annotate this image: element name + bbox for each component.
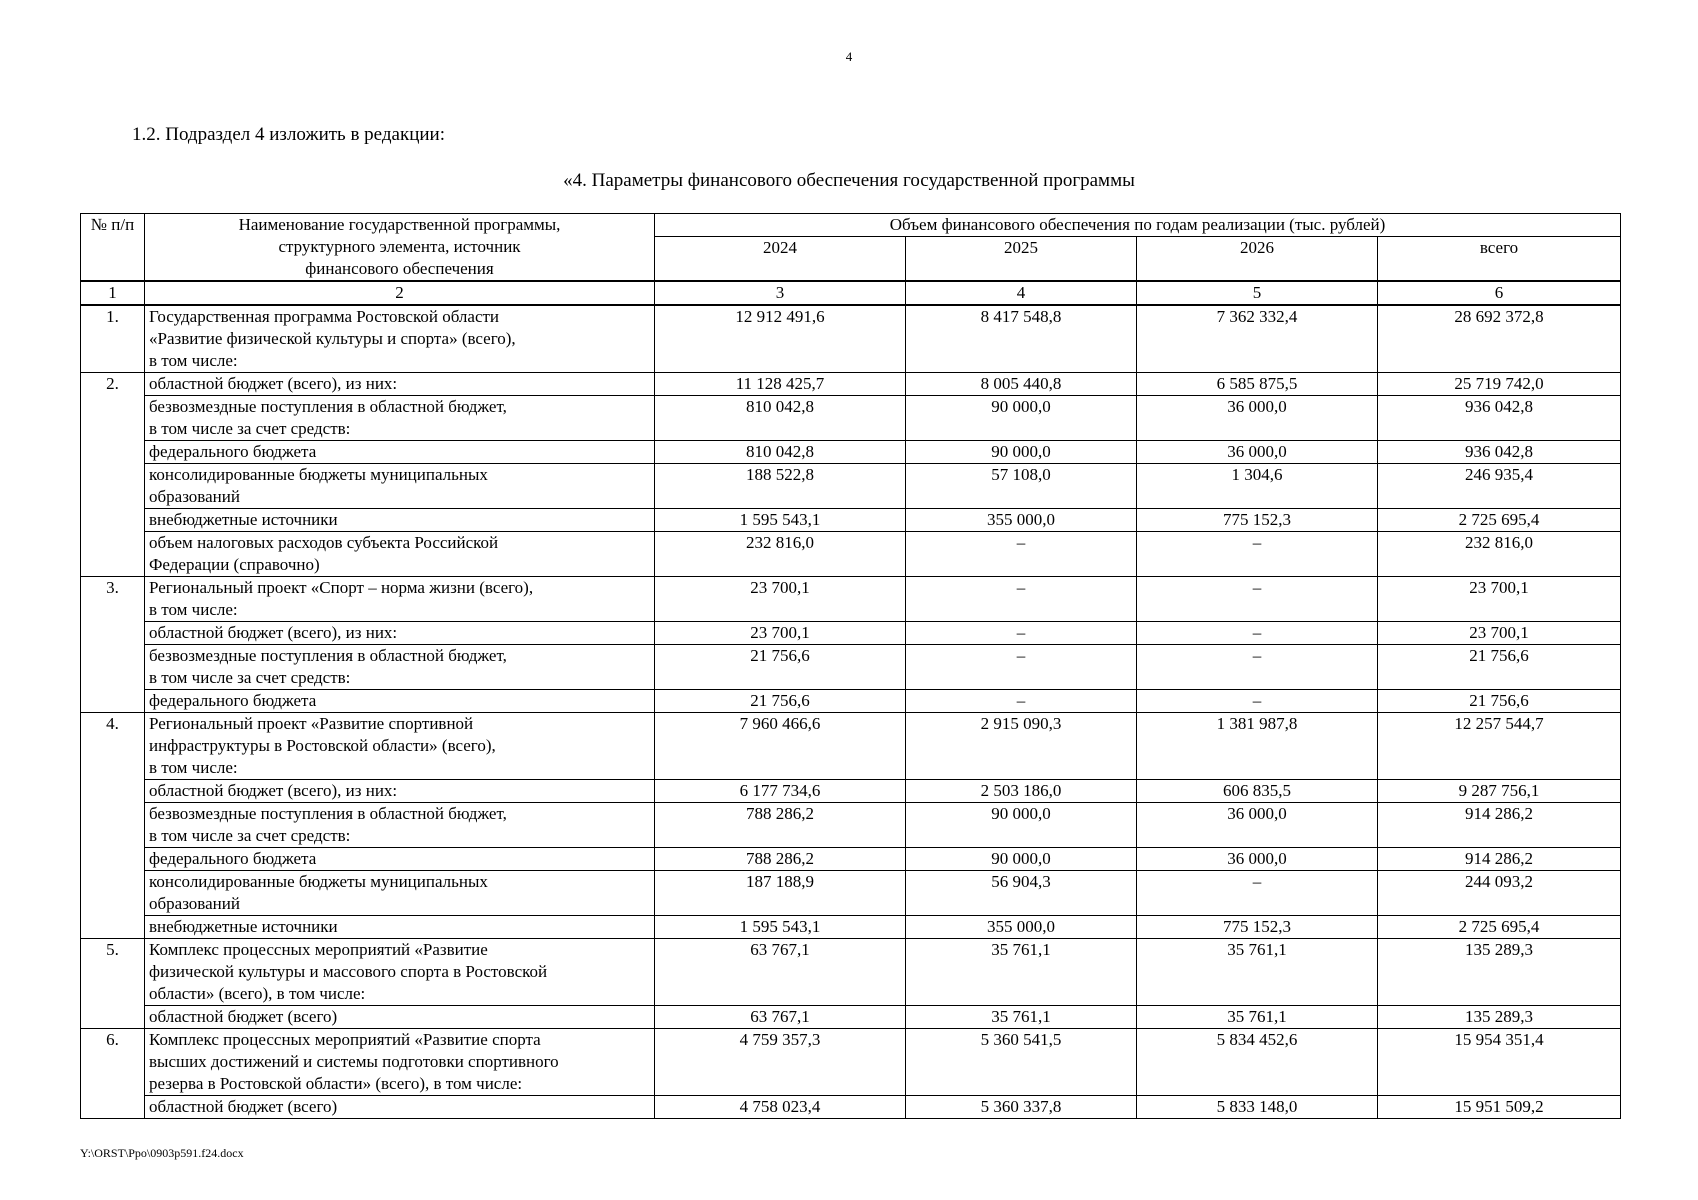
value-2026: 606 835,5	[1137, 780, 1378, 803]
value-2025: 5 360 337,8	[906, 1096, 1137, 1119]
value-2025: 355 000,0	[906, 509, 1137, 532]
page-number: 4	[845, 49, 853, 64]
table-row	[81, 916, 1621, 939]
row-number: 1.	[81, 305, 145, 373]
table-row	[81, 441, 1621, 464]
row-number: 4.	[81, 713, 145, 939]
value-2024: 21 756,6	[655, 645, 906, 690]
table-row	[81, 396, 1621, 441]
value-2026: –	[1137, 577, 1378, 622]
value-total: 25 719 742,0	[1378, 373, 1621, 396]
row-name: консолидированные бюджеты муниципальных образований	[145, 464, 655, 509]
value-total: 21 756,6	[1378, 690, 1621, 713]
value-2026: 36 000,0	[1137, 441, 1378, 464]
table-row	[81, 848, 1621, 871]
value-2024: 810 042,8	[655, 441, 906, 464]
header-year-2026: 2026	[1137, 237, 1378, 281]
value-2025: 2 503 186,0	[906, 780, 1137, 803]
row-name: внебюджетные источники	[145, 509, 655, 532]
row-name: Комплекс процессных мероприятий «Развитие физической культуры и массового спорта в Ростовской области» (всего), в том числе:	[145, 939, 655, 1006]
value-2025: –	[906, 622, 1137, 645]
value-2025: –	[906, 577, 1137, 622]
value-2024: 1 595 543,1	[655, 916, 906, 939]
value-2024: 12 912 491,6	[655, 305, 906, 373]
row-number: 2.	[81, 373, 145, 577]
value-2024: 4 759 357,3	[655, 1029, 906, 1096]
header-total: всего	[1378, 237, 1621, 281]
value-2026: –	[1137, 622, 1378, 645]
value-2026: 7 362 332,4	[1137, 305, 1378, 373]
value-2024: 21 756,6	[655, 690, 906, 713]
row-name: Региональный проект «Спорт – норма жизни (всего), в том числе:	[145, 577, 655, 622]
value-2024: 4 758 023,4	[655, 1096, 906, 1119]
table-row	[81, 1029, 1621, 1096]
table-row	[81, 532, 1621, 577]
column-number: 5	[1137, 281, 1378, 305]
value-2025: –	[906, 645, 1137, 690]
row-name: федерального бюджета	[145, 690, 655, 713]
value-total: 2 725 695,4	[1378, 916, 1621, 939]
value-total: 23 700,1	[1378, 577, 1621, 622]
column-number: 3	[655, 281, 906, 305]
table-row	[81, 780, 1621, 803]
table-row	[81, 1096, 1621, 1119]
value-total: 15 951 509,2	[1378, 1096, 1621, 1119]
column-numbers-row	[81, 281, 1621, 305]
table-row	[81, 713, 1621, 780]
value-total: 244 093,2	[1378, 871, 1621, 916]
value-2024: 63 767,1	[655, 939, 906, 1006]
value-2025: 35 761,1	[906, 939, 1137, 1006]
table-body	[81, 305, 1621, 1119]
file-path-footer: Y:\ORST\Ppo\0903p591.f24.docx	[80, 1146, 244, 1160]
row-name: федерального бюджета	[145, 441, 655, 464]
value-total: 12 257 544,7	[1378, 713, 1621, 780]
row-number: 5.	[81, 939, 145, 1029]
value-total: 936 042,8	[1378, 441, 1621, 464]
value-2025: 90 000,0	[906, 396, 1137, 441]
row-name: безвозмездные поступления в областной бюджет, в том числе за счет средств:	[145, 396, 655, 441]
row-name: консолидированные бюджеты муниципальных образований	[145, 871, 655, 916]
value-total: 135 289,3	[1378, 1006, 1621, 1029]
value-2026: 35 761,1	[1137, 1006, 1378, 1029]
table-row	[81, 509, 1621, 532]
value-2026: 775 152,3	[1137, 916, 1378, 939]
value-2025: 57 108,0	[906, 464, 1137, 509]
table-header	[81, 214, 1621, 306]
value-2025: –	[906, 690, 1137, 713]
row-name: объем налоговых расходов субъекта Российской Федерации (справочно)	[145, 532, 655, 577]
value-2026: –	[1137, 532, 1378, 577]
value-2025: 90 000,0	[906, 803, 1137, 848]
row-name: Региональный проект «Развитие спортивной инфраструктуры в Ростовской области» (всего), в том числе:	[145, 713, 655, 780]
value-total: 2 725 695,4	[1378, 509, 1621, 532]
financing-table	[80, 213, 1621, 1119]
table-row	[81, 1006, 1621, 1029]
header-year-2024: 2024	[655, 237, 906, 281]
row-name: областной бюджет (всего), из них:	[145, 373, 655, 396]
header-name: Наименование государственной программы, структурного элемента, источник финансового обеспечения	[145, 214, 655, 282]
value-2025: 90 000,0	[906, 441, 1137, 464]
row-name: областной бюджет (всего), из них:	[145, 622, 655, 645]
value-2025: 2 915 090,3	[906, 713, 1137, 780]
column-number: 4	[906, 281, 1137, 305]
row-number: 6.	[81, 1029, 145, 1119]
value-2024: 187 188,9	[655, 871, 906, 916]
value-total: 135 289,3	[1378, 939, 1621, 1006]
value-2026: –	[1137, 690, 1378, 713]
value-2025: 56 904,3	[906, 871, 1137, 916]
value-2024: 188 522,8	[655, 464, 906, 509]
value-2026: 36 000,0	[1137, 396, 1378, 441]
value-2025: 5 360 541,5	[906, 1029, 1137, 1096]
header-num: № п/п	[81, 214, 145, 282]
value-2024: 7 960 466,6	[655, 713, 906, 780]
value-2025: 8 005 440,8	[906, 373, 1137, 396]
value-2026: 1 304,6	[1137, 464, 1378, 509]
value-total: 15 954 351,4	[1378, 1029, 1621, 1096]
row-name: безвозмездные поступления в областной бюджет, в том числе за счет средств:	[145, 645, 655, 690]
value-2025: 90 000,0	[906, 848, 1137, 871]
value-total: 914 286,2	[1378, 803, 1621, 848]
table-row	[81, 871, 1621, 916]
value-2026: 5 834 452,6	[1137, 1029, 1378, 1096]
value-2024: 23 700,1	[655, 577, 906, 622]
value-2024: 788 286,2	[655, 803, 906, 848]
row-name: Комплекс процессных мероприятий «Развитие спорта высших достижений и системы подготовки спортивного резерва в Ростовской области» (всего), в том числе:	[145, 1029, 655, 1096]
header-volume: Объем финансового обеспечения по годам реализации (тыс. рублей)	[655, 214, 1621, 237]
value-2026: 35 761,1	[1137, 939, 1378, 1006]
column-number: 2	[145, 281, 655, 305]
row-name: областной бюджет (всего), из них:	[145, 780, 655, 803]
table-row	[81, 645, 1621, 690]
value-2025: 35 761,1	[906, 1006, 1137, 1029]
value-2024: 1 595 543,1	[655, 509, 906, 532]
row-name: федерального бюджета	[145, 848, 655, 871]
value-2025: 8 417 548,8	[906, 305, 1137, 373]
value-2026: 36 000,0	[1137, 803, 1378, 848]
value-2025: –	[906, 532, 1137, 577]
table-row	[81, 622, 1621, 645]
row-name: Государственная программа Ростовской области «Развитие физической культуры и спорта» (всего), в том числе:	[145, 305, 655, 373]
value-total: 23 700,1	[1378, 622, 1621, 645]
row-name: внебюджетные источники	[145, 916, 655, 939]
table-row	[81, 803, 1621, 848]
table-row	[81, 373, 1621, 396]
value-2026: –	[1137, 645, 1378, 690]
value-2024: 23 700,1	[655, 622, 906, 645]
value-2026: 5 833 148,0	[1137, 1096, 1378, 1119]
value-2026: 1 381 987,8	[1137, 713, 1378, 780]
value-2024: 810 042,8	[655, 396, 906, 441]
table-row	[81, 690, 1621, 713]
value-2026: 775 152,3	[1137, 509, 1378, 532]
row-number: 3.	[81, 577, 145, 713]
value-total: 936 042,8	[1378, 396, 1621, 441]
row-name: областной бюджет (всего)	[145, 1006, 655, 1029]
value-2024: 11 128 425,7	[655, 373, 906, 396]
header-year-2025: 2025	[906, 237, 1137, 281]
row-name: безвозмездные поступления в областной бюджет, в том числе за счет средств:	[145, 803, 655, 848]
value-2024: 6 177 734,6	[655, 780, 906, 803]
column-number: 6	[1378, 281, 1621, 305]
value-2024: 63 767,1	[655, 1006, 906, 1029]
table-row	[81, 305, 1621, 373]
value-2024: 232 816,0	[655, 532, 906, 577]
value-total: 232 816,0	[1378, 532, 1621, 577]
row-name: областной бюджет (всего)	[145, 1096, 655, 1119]
value-2026: 36 000,0	[1137, 848, 1378, 871]
value-2025: 355 000,0	[906, 916, 1137, 939]
section-title: «4. Параметры финансового обеспечения государственной программы	[563, 170, 1135, 191]
intro-paragraph: 1.2. Подраздел 4 изложить в редакции:	[132, 124, 445, 145]
table-row	[81, 577, 1621, 622]
table-row	[81, 464, 1621, 509]
value-2024: 788 286,2	[655, 848, 906, 871]
value-2026: –	[1137, 871, 1378, 916]
column-number: 1	[81, 281, 145, 305]
value-total: 21 756,6	[1378, 645, 1621, 690]
value-2026: 6 585 875,5	[1137, 373, 1378, 396]
value-total: 28 692 372,8	[1378, 305, 1621, 373]
table-row	[81, 939, 1621, 1006]
value-total: 9 287 756,1	[1378, 780, 1621, 803]
value-total: 246 935,4	[1378, 464, 1621, 509]
value-total: 914 286,2	[1378, 848, 1621, 871]
